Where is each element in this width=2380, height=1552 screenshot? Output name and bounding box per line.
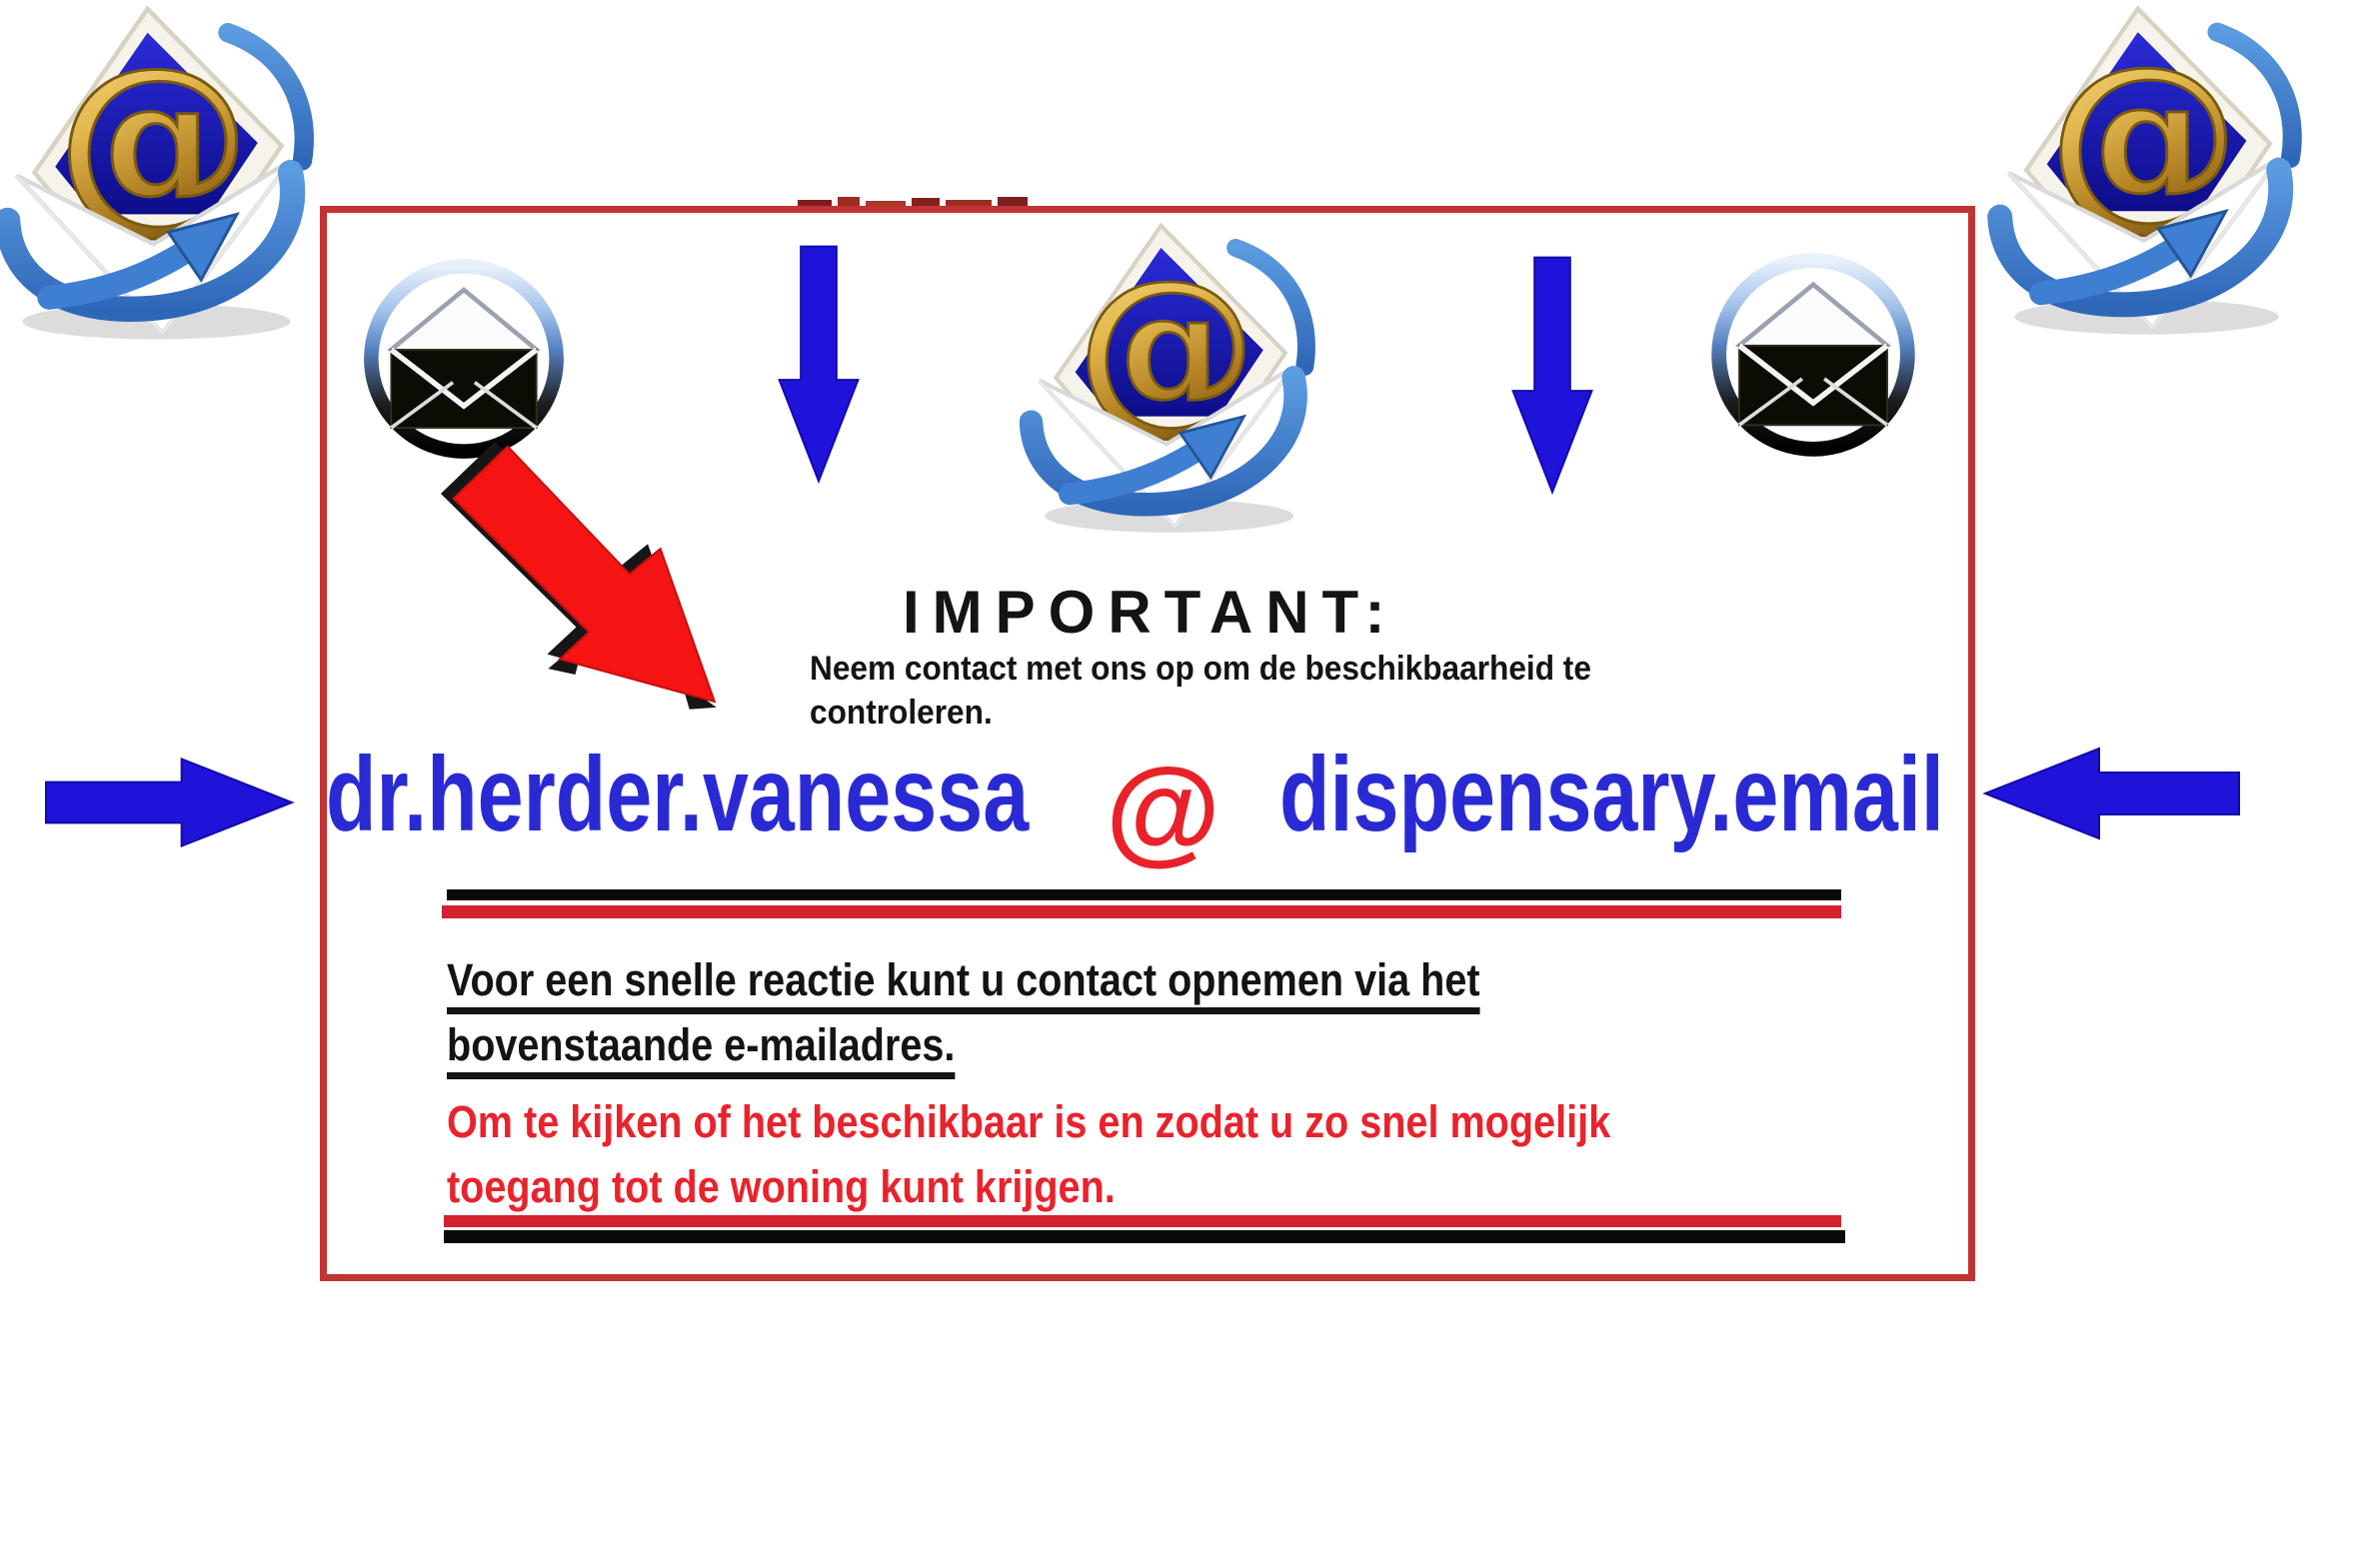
- contact-note-text: Neem contact met ons op om de beschikbaarheid te controleren.: [810, 650, 1591, 732]
- email-domain-text[interactable]: dispensary.email: [1279, 736, 1944, 853]
- down-arrow-icon-left: [772, 240, 866, 490]
- email-envelope-3d-icon-center: [1020, 212, 1324, 537]
- quick-response-text: Voor een snelle reactie kunt u contact opnemen via het bovenstaande e-mailadres.: [447, 954, 1480, 1071]
- down-arrow-icon-right: [1505, 250, 1599, 502]
- divider-black-bottom: [444, 1230, 1845, 1243]
- side-arrow-icon-left: [44, 753, 296, 852]
- divider-black-top: [447, 889, 1841, 900]
- availability-text: Om te kijken of het beschikbaar is en zodat u zo snel mogelijk toegang tot de woning kunt krijgen.: [447, 1096, 1611, 1213]
- important-heading: IMPORTANT:: [903, 579, 1398, 646]
- open-envelope-circle-icon-right: [1702, 244, 1924, 466]
- divider-red-top: [442, 905, 1841, 918]
- email-envelope-3d-icon-top-right: [1982, 0, 2317, 339]
- side-arrow-icon-right: [1965, 744, 2257, 843]
- divider-red-bottom: [444, 1215, 1841, 1227]
- red-diagonal-arrow-icon: [440, 438, 740, 730]
- email-envelope-3d-icon-top-left: [0, 0, 327, 344]
- open-envelope-circle-icon-left: [355, 250, 573, 468]
- email-user-text[interactable]: dr.herder.vanessa: [326, 736, 1030, 853]
- email-at-symbol[interactable]: @: [1106, 745, 1221, 876]
- cropped-text-remnant: [798, 193, 1038, 207]
